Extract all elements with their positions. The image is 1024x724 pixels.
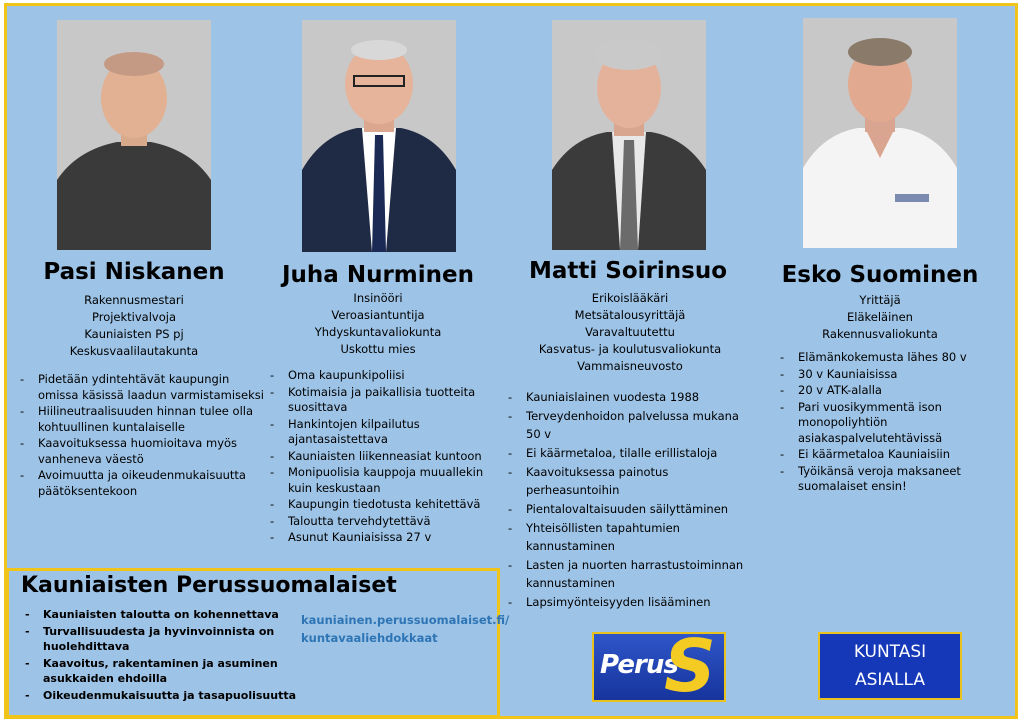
- candidate-photo-3: [552, 20, 706, 250]
- candidate-photo-2: [302, 20, 456, 252]
- list-item: - Työikänsä veroja maksaneet suomalaiset ensin!: [776, 464, 996, 495]
- title-line: Eläkeläinen: [847, 310, 913, 324]
- list-item: - Turvallisuudesta ja hyvinvoinnista on huolehdittava: [23, 624, 298, 654]
- party-box: [6, 568, 510, 718]
- list-item: - Pari vuosikymmentä ison monopoliyhtiön asiakaspalvelutehtävissä: [776, 400, 996, 447]
- list-item: - Pientalovaltaisuuden säilyttäminen: [504, 500, 756, 518]
- list-item: - Monipuolisia kauppoja muuallekin kuin keskustaan: [266, 465, 502, 496]
- title-line: Vammaisneuvosto: [577, 359, 683, 373]
- list-item: - Kaupungin tiedotusta kehitettävä: [266, 497, 502, 513]
- perussuomalaiset-logo: [592, 632, 726, 702]
- title-line: Metsätalousyrittäjä: [574, 308, 686, 322]
- candidate-titles-1: [34, 292, 234, 360]
- candidate-name-4: Esko Suominen: [781, 262, 979, 288]
- title-line: Kasvatus- ja koulutusvaliokunta: [538, 342, 722, 356]
- title-line: Kauniaisten PS pj: [84, 327, 184, 341]
- list-item: - Ei käärmetaloa, tilalle erillistaloja: [504, 444, 756, 462]
- list-item: - Oikeudenmukaisuutta ja tasapuolisuutta: [23, 688, 298, 703]
- title-line: Rakennusvaliokunta: [822, 327, 938, 341]
- portrait-icon: [803, 18, 957, 248]
- list-item: - Kaavoitus, rakentaminen ja asuminen asukkaiden ehdoilla: [23, 656, 298, 686]
- list-item: - Hiilineutraalisuuden hinnan tulee olla kohtuullinen kuntalaiselle: [16, 404, 264, 435]
- list-item: - 20 v ATK-alalla: [776, 383, 996, 399]
- list-item: - Asunut Kauniaisissa 27 v: [266, 530, 502, 546]
- title-line: Varavaltuutettu: [585, 325, 675, 339]
- candidate-points-4: [776, 350, 996, 496]
- candidate-points-2: [266, 368, 502, 547]
- logo-s-icon: S: [664, 632, 716, 702]
- candidate-titles-3: [510, 290, 750, 375]
- candidate-name-1: Pasi Niskanen: [43, 259, 225, 285]
- candidate-titles-2: [278, 290, 478, 358]
- list-item: - Hankintojen kilpailutus ajantasaistettava: [266, 417, 502, 448]
- candidate-points-1: [16, 372, 264, 500]
- candidate-name-2: Juha Nurminen: [282, 262, 474, 288]
- party-website-link[interactable]: [301, 611, 509, 647]
- list-item: - Taloutta tervehdytettävä: [266, 514, 502, 530]
- list-item: - Ei käärmetaloa Kauniaisiin: [776, 447, 996, 463]
- link-line-1: kauniainen.perussuomalaiset.fi/: [301, 613, 510, 627]
- list-item: - Lapsimyönteisyyden lisääminen: [504, 593, 756, 611]
- badge-line-2: ASIALLA: [854, 670, 926, 690]
- candidate-points-3: [504, 388, 756, 612]
- title-line: Keskusvaalilautakunta: [69, 344, 199, 358]
- link-line-2: kuntavaaliehdokkaat: [301, 631, 438, 645]
- list-item: - Yhteisöllisten tapahtumien kannustaminen: [504, 519, 756, 555]
- title-line: Yhdyskuntavaliokunta: [314, 325, 442, 339]
- title-line: Veroasiantuntija: [331, 308, 425, 322]
- candidate-photo-1: [57, 20, 211, 250]
- list-item: - Kauniaisten taloutta on kohennettava: [23, 607, 298, 622]
- list-item: - Kaavoituksessa huomioitava myös vanheneva väestö: [16, 436, 264, 467]
- title-line: Uskottu mies: [340, 342, 416, 356]
- candidate-name-3: Matti Soirinsuo: [528, 258, 727, 284]
- party-title: Kauniaisten Perussuomalaiset: [21, 573, 397, 598]
- title-line: Insinööri: [353, 291, 403, 305]
- list-item: - Kauniaislainen vuodesta 1988: [504, 388, 756, 406]
- list-item: - Lasten ja nuorten harrastustoiminnan kannustaminen: [504, 556, 756, 592]
- list-item: - Kaavoituksessa painotus perheasuntoihin: [504, 463, 756, 499]
- list-item: - Terveydenhoidon palvelussa mukana 50 v: [504, 407, 756, 443]
- list-item: - Oma kaupunkipoliisi: [266, 368, 502, 384]
- candidate-titles-4: [780, 292, 980, 343]
- list-item: - Kotimaisia ja paikallisia tuotteita suosittava: [266, 385, 502, 416]
- list-item: - Avoimuutta ja oikeudenmukaisuutta päätöksentekoon: [16, 468, 264, 499]
- list-item: - 30 v Kauniaisissa: [776, 367, 996, 383]
- logo-text: Perus: [600, 650, 678, 680]
- list-item: - Kauniaisten liikenneasiat kuntoon: [266, 449, 502, 465]
- portrait-icon: [552, 20, 706, 250]
- title-line: Rakennusmestari: [84, 293, 184, 307]
- party-points: [23, 607, 298, 705]
- list-item: - Pidetään ydintehtävät kaupungin omissa käsissä laadun varmistamiseksi: [16, 372, 264, 403]
- kuntasi-asialla-badge: [818, 632, 962, 700]
- title-line: Erikoislääkäri: [591, 291, 669, 305]
- badge-line-1: KUNTASI: [853, 642, 927, 662]
- portrait-icon: [302, 20, 456, 252]
- candidate-photo-4: [803, 18, 957, 248]
- title-line: Yrittäjä: [859, 293, 901, 307]
- title-line: Projektivalvoja: [91, 310, 176, 324]
- list-item: - Elämänkokemusta lähes 80 v: [776, 350, 996, 366]
- portrait-icon: [57, 20, 211, 250]
